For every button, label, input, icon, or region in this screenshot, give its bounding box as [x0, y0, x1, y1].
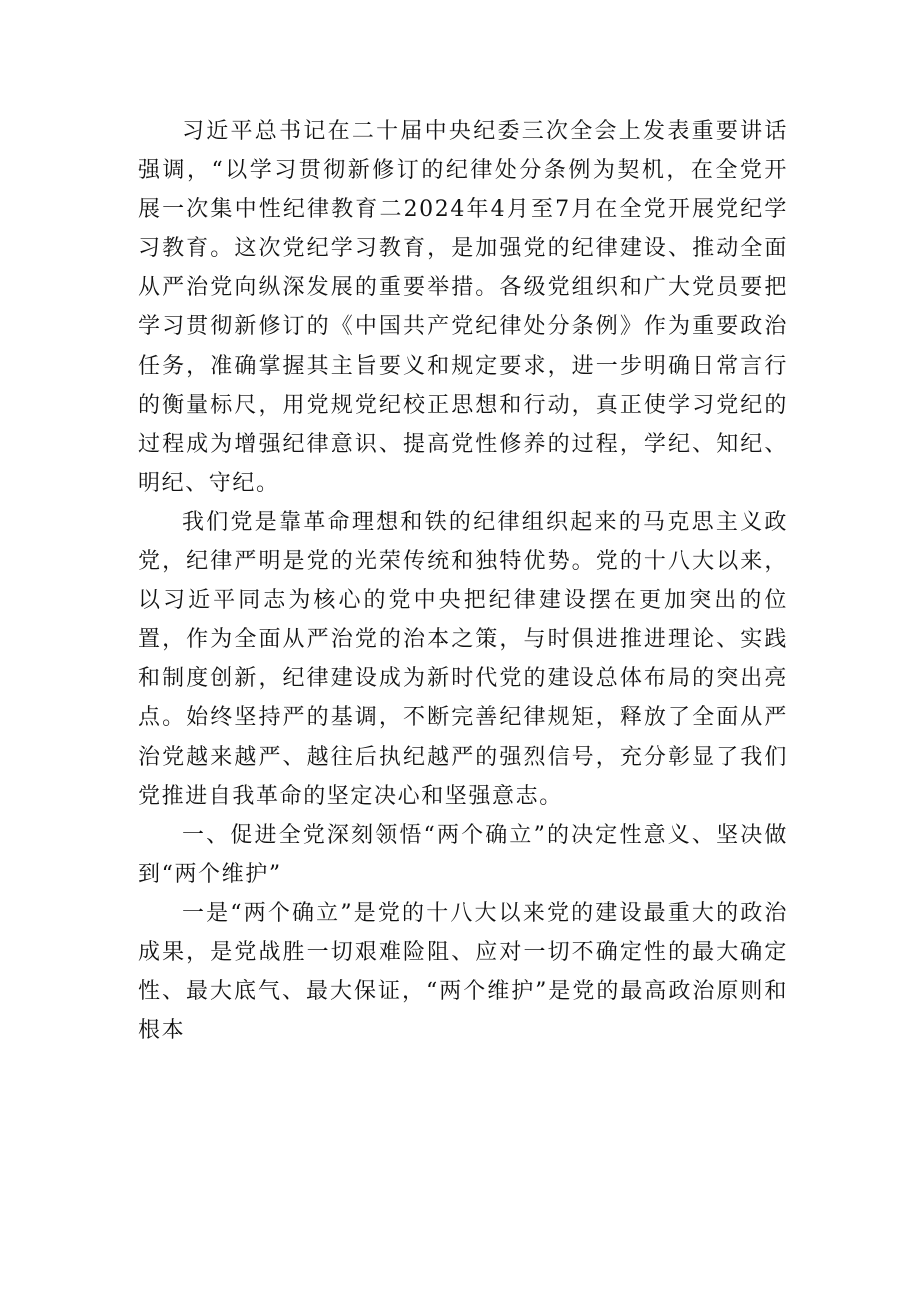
paragraph-two-establishments: 一是“两个确立”是党的十八大以来党的建设最重大的政治成果，是党战胜一切艰难险阻、应对一切不确定性的最大确定性、最大底气、最大保证，“两个维护”是党的最高政治原则和根本 [138, 900, 788, 1044]
section-heading-one: 一、促进全党深刻领悟“两个确立”的决定性意义、坚决做到“两个维护” [138, 822, 788, 887]
paragraph-intro: 习近平总书记在二十届中央纪委三次全会上发表重要讲话强调，“以学习贯彻新修订的纪律处分条例为契机，在全党开展一次集中性纪律教育二2024年4月至7月在全党开展党纪学习教育。这次党纪学习教育，是加强党的纪律建设、推动全面从严治党向纵深发展的重要举措。各级党组织和广大党员要把学习贯彻新修订的《中国共产党纪律处分条例》作为重要政治任务，准确掌握其主旨要义和规定要求，进一步明确日常言行的衡量标尺，用党规党纪校正思想和行动，真正使学习党纪的过程成为增强纪律意识、提高党性修养的过程，学纪、知纪、明纪、守纪。 [138, 119, 788, 496]
document-body [138, 112, 788, 1050]
paragraph-party-discipline: 我们党是靠革命理想和铁的纪律组织起来的马克思主义政党，纪律严明是党的光荣传统和独特优势。党的十八大以来，以习近平同志为核心的党中央把纪律建设摆在更加突出的位置，作为全面从严治党的治本之策，与时俱进推进理论、实践和制度创新，纪律建设成为新时代党的建设总体布局的突出亮点。始终坚持严的基调，不断完善纪律规矩，释放了全面从严治党越来越严、越往后执纪越严的强烈信号，充分彰显了我们党推进自我革命的坚定决心和坚强意志。 [138, 509, 788, 809]
